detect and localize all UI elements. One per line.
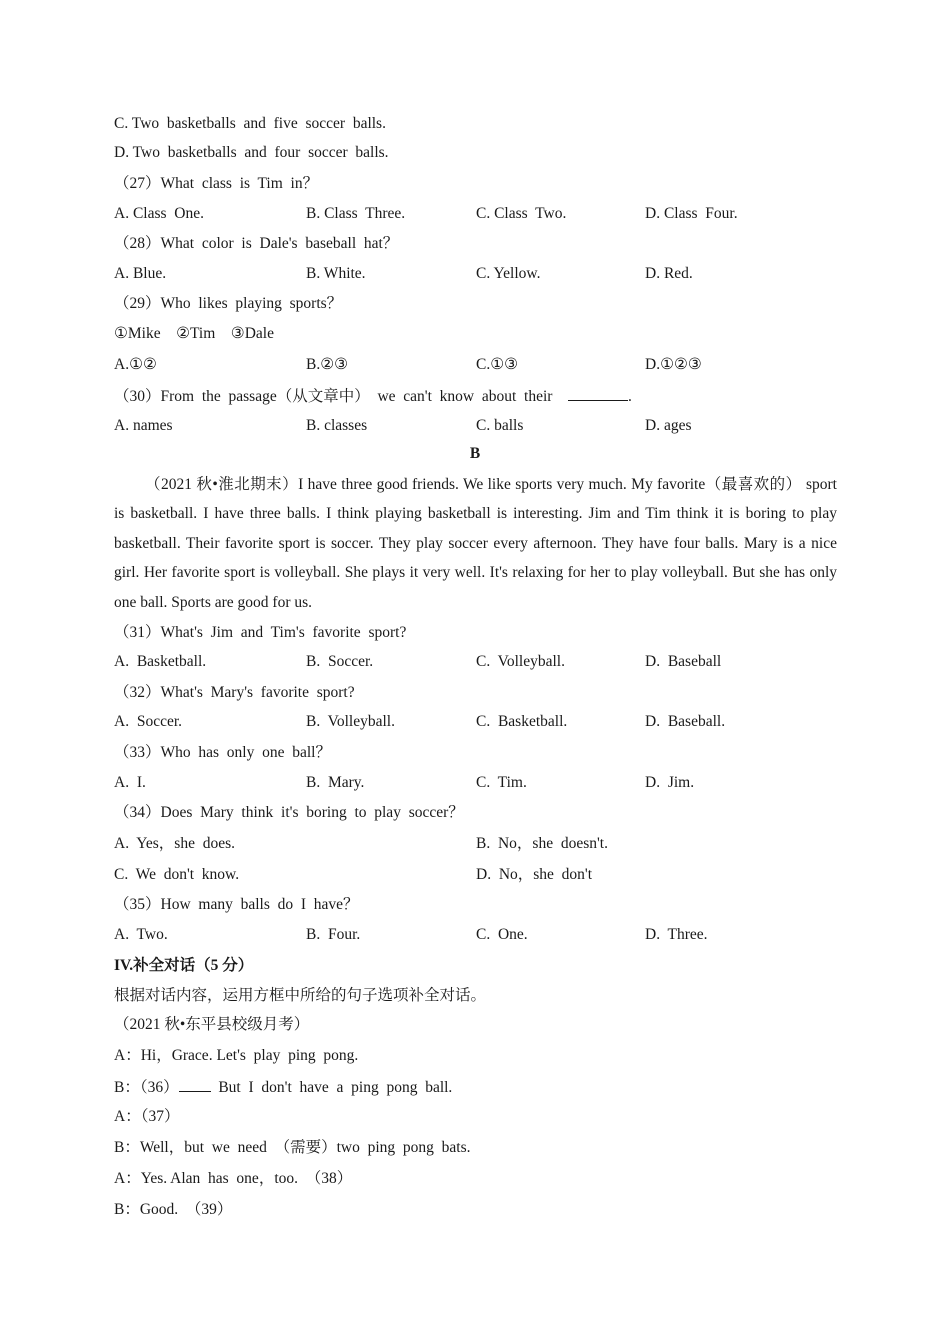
q29-option-a: A.①②	[114, 356, 157, 373]
q27-option-b: B. Class Three.	[306, 205, 406, 222]
dialogue-line-1: A：Hi，Grace. Let's play ping pong.	[114, 1047, 359, 1064]
dialogue-line-3: A：（37）	[114, 1108, 180, 1125]
q35-stem: （35）How many balls do I have？	[114, 896, 359, 913]
section-iv-heading: IV.补全对话（5 分）	[114, 957, 254, 974]
q26-option-d: D. Two basketballs and four soccer balls.	[114, 144, 389, 161]
q35-option-c: C. One.	[476, 926, 528, 943]
section-iv-source: （2021 秋•东平县校级月考）	[114, 1016, 310, 1033]
q30-stem-end: .	[627, 388, 632, 405]
q30-stem	[114, 386, 632, 407]
q27-option-c: C. Class Two.	[476, 205, 567, 222]
q34-option-b: B. No，she doesn't.	[476, 835, 608, 852]
q31-option-a: A. Basketball.	[114, 653, 207, 670]
q33-option-c: C. Tim.	[476, 774, 527, 791]
q26-option-c: C. Two basketballs and five soccer balls.	[114, 115, 386, 132]
q34-option-d: D. No，she don't	[476, 866, 593, 883]
q34-stem: （34）Does Mary think it's boring to play soccer？	[114, 804, 464, 821]
q29-choices: ①Mike ②Tim ③Dale	[114, 325, 274, 342]
section-b-passage: （2021 秋•淮北期末）I have three good friends. We like sports very much. My favorite（最喜欢的） sport is basketball. I have three balls. I think playing basketball is interesting. Jim and Tim think it is boring to play basketball. Their favorite sport is soccer. They play soccer every afternoon. They have four balls. Mary is a nice girl. Her favorite sport is volleyball. She plays it very well. It's relaxing for her to play volleyball. But she has only one ball. Sports are good for us.	[114, 476, 837, 611]
q29-stem: （29）Who likes playing sports？	[114, 295, 343, 312]
q31-option-d: D. Baseball	[645, 653, 722, 670]
dialogue-line-4: B：Well，but we need （需要）two ping pong bats.	[114, 1139, 471, 1156]
q29-option-c: C.①③	[476, 356, 519, 373]
q32-stem: （32）What's Mary's favorite sport?	[114, 684, 355, 701]
dialogue-line-2-rest: But I don't have a ping pong ball.	[210, 1079, 453, 1096]
dialogue-line-6: B：Good. （39）	[114, 1201, 233, 1218]
q29-option-b: B.②③	[306, 356, 349, 373]
q33-option-b: B. Mary.	[306, 774, 365, 791]
q30-answer-blank	[568, 386, 628, 401]
q31-stem: （31）What's Jim and Tim's favorite sport?	[114, 624, 407, 641]
q33-stem: （33）Who has only one ball？	[114, 744, 331, 761]
q28-option-c: C. Yellow.	[476, 265, 541, 282]
q35-option-d: D. Three.	[645, 926, 708, 943]
dialogue-line-5: A：Yes. Alan has one，too. （38）	[114, 1170, 353, 1187]
q35-option-b: B. Four.	[306, 926, 361, 943]
q36-answer-blank	[179, 1077, 211, 1092]
q32-option-d: D. Baseball.	[645, 713, 726, 730]
q31-option-b: B. Soccer.	[306, 653, 374, 670]
q28-option-a: A. Blue.	[114, 265, 167, 282]
q32-option-a: A. Soccer.	[114, 713, 183, 730]
q30-option-c: C. balls	[476, 417, 524, 434]
q31-option-c: C. Volleyball.	[476, 653, 565, 670]
q32-option-c: C. Basketball.	[476, 713, 568, 730]
q33-option-d: D. Jim.	[645, 774, 695, 791]
q27-option-a: A. Class One.	[114, 205, 204, 222]
q30-stem-text: （30）From the passage（从文章中） we can't know about their	[114, 388, 553, 405]
q30-option-a: A. names	[114, 417, 173, 434]
q32-option-b: B. Volleyball.	[306, 713, 395, 730]
q33-option-a: A. I.	[114, 774, 146, 791]
q30-option-d: D. ages	[645, 417, 692, 434]
section-b-heading: B	[469, 445, 481, 462]
q29-option-d: D.①②③	[645, 356, 702, 373]
dialogue-line-2	[114, 1077, 452, 1098]
q28-option-d: D. Red.	[645, 265, 693, 282]
section-iv-instruction: 根据对话内容，运用方框中所给的句子选项补全对话。	[114, 987, 487, 1004]
q27-option-d: D. Class Four.	[645, 205, 738, 222]
q35-option-a: A. Two.	[114, 926, 168, 943]
q30-option-b: B. classes	[306, 417, 368, 434]
q34-option-a: A. Yes，she does.	[114, 835, 235, 852]
dialogue-line-2-speaker: B：（36）	[114, 1079, 179, 1096]
q28-option-b: B. White.	[306, 265, 366, 282]
q28-stem: （28）What color is Dale's baseball hat？	[114, 235, 399, 252]
q34-option-c: C. We don't know.	[114, 866, 240, 883]
q27-stem: （27）What class is Tim in？	[114, 175, 319, 192]
